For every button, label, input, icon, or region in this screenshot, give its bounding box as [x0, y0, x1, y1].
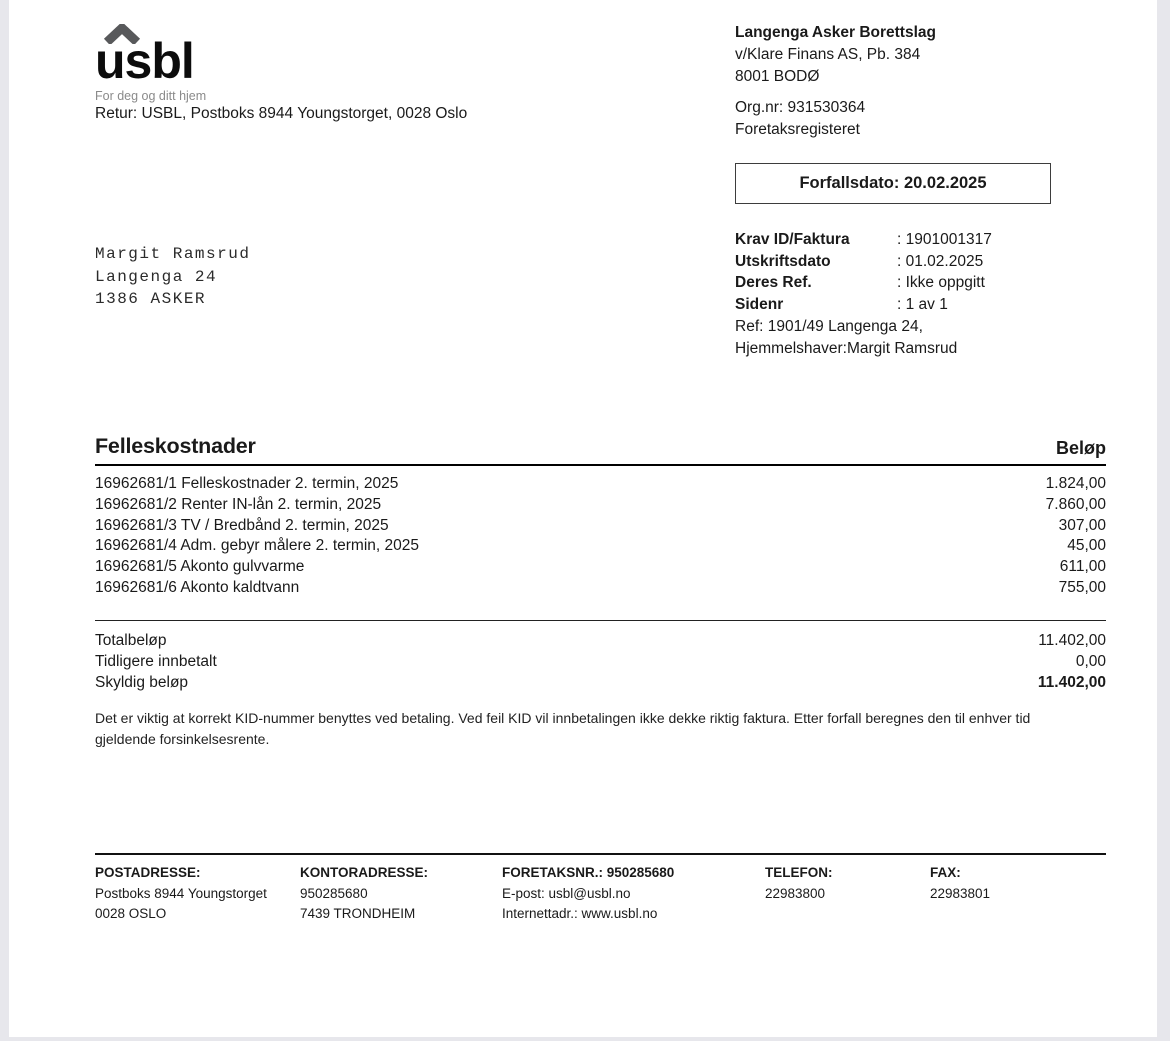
- charges-table: [95, 434, 1106, 693]
- footer-column-header: KONTORADRESSE:: [300, 865, 429, 880]
- charge-description: 16962681/4 Adm. gebyr målere 2. termin, 2025: [95, 537, 419, 555]
- charges-table-title: Felleskostnader: [95, 434, 256, 458]
- meta-label: Utskriftsdato: [735, 252, 831, 270]
- charge-description: 16962681/3 TV / Bredbånd 2. termin, 2025: [95, 516, 389, 534]
- total-row-previously-paid: [95, 651, 1106, 672]
- footer-column-header: FORETAKSNR.: 950285680: [502, 865, 675, 880]
- creditor-register: Foretaksregisteret: [735, 121, 860, 138]
- meta-label: Krav ID/Faktura: [735, 231, 850, 248]
- charge-amount: 45,00: [1067, 537, 1106, 555]
- usbl-roof-icon: [103, 24, 141, 44]
- charge-amount: 1.824,00: [1045, 475, 1106, 492]
- total-row-total: [95, 630, 1106, 651]
- recipient-street: Langenga 24: [95, 267, 218, 286]
- footer-postal-address: [95, 863, 267, 925]
- footer-fax: [930, 863, 990, 904]
- total-amount: 11.402,00: [1037, 673, 1106, 691]
- charge-description: 16962681/1 Felleskostnader 2. termin, 2025: [95, 475, 399, 492]
- footer-company-number: [502, 863, 674, 925]
- footer-line: Postboks 8944 Youngstorget: [95, 885, 267, 901]
- charge-row: [95, 516, 1106, 537]
- meta-value: : 1 av 1: [897, 296, 948, 314]
- meta-label: Sidenr: [735, 296, 784, 314]
- footer-email: E-post: usbl@usbl.no: [502, 885, 631, 901]
- creditor-line2: v/Klare Finans AS, Pb. 384: [735, 46, 921, 63]
- totals-rule: [95, 620, 1106, 621]
- footer-column-header: FAX:: [930, 865, 961, 880]
- meta-row-your-ref: [735, 272, 992, 294]
- usbl-logo-text: usbl: [95, 33, 194, 89]
- creditor-line3: 8001 BODØ: [735, 68, 820, 85]
- charge-description: 16962681/6 Akonto kaldtvann: [95, 578, 300, 596]
- creditor-name: Langenga Asker Borettslag: [735, 24, 936, 41]
- total-label: Tidligere innbetalt: [95, 652, 217, 670]
- meta-label: Deres Ref.: [735, 274, 812, 292]
- total-label: Skyldig beløp: [95, 673, 189, 691]
- letter-footer: [95, 853, 1106, 933]
- creditor-address-block: [735, 22, 936, 141]
- footer-website: Internettadr.: www.usbl.no: [502, 906, 658, 921]
- charge-description: 16962681/5 Akonto gulvvarme: [95, 558, 305, 576]
- charge-row: [95, 495, 1106, 516]
- meta-value: : Ikke oppgitt: [897, 274, 985, 292]
- recipient-city: 1386 ASKER: [95, 290, 207, 308]
- invoice-meta-block: [735, 229, 992, 359]
- footer-column-header: POSTADRESSE:: [95, 865, 201, 880]
- charge-row: [95, 536, 1106, 557]
- footer-column-header: TELEFON:: [765, 865, 833, 880]
- meta-owner-line: Hjemmelshaver:Margit Ramsrud: [735, 339, 958, 357]
- meta-value: : 01.02.2025: [897, 252, 984, 270]
- usbl-logo-tagline: For deg og ditt hjem: [95, 89, 207, 103]
- due-date-box: Forfallsdato: 20.02.2025: [735, 163, 1051, 204]
- footer-line: 22983801: [930, 885, 991, 901]
- meta-row-krav-id: [735, 229, 992, 251]
- invoice-page: [9, 0, 1157, 1037]
- footer-line: 950285680: [300, 885, 368, 901]
- total-amount: 11.402,00: [1038, 631, 1106, 649]
- footer-telephone: [765, 863, 833, 904]
- charge-amount: 307,00: [1058, 516, 1106, 534]
- kid-payment-notice: Det er viktig at korrekt KID-nummer benyttes ved betaling. Ved feil KID vil innbetalingen ikke dekke riktig faktura. Etter forfall beregnes den til enhver tid gjeldende forsinkelsesrente.: [95, 710, 1031, 747]
- charge-amount: 611,00: [1059, 558, 1106, 576]
- total-label: Totalbeløp: [95, 631, 167, 649]
- creditor-orgnr: Org.nr: 931530364: [735, 99, 866, 116]
- footer-line: 7439 TRONDHEIM: [300, 906, 416, 921]
- charge-row: [95, 578, 1106, 599]
- charge-amount: 755,00: [1058, 578, 1106, 596]
- meta-ref-line: Ref: 1901/49 Langenga 24,: [735, 317, 923, 335]
- charge-row: [95, 557, 1106, 578]
- footer-line: 22983800: [765, 885, 826, 901]
- footer-office-address: [300, 863, 428, 925]
- charge-row: [95, 474, 1106, 495]
- recipient-name: Margit Ramsrud: [95, 245, 251, 263]
- amount-column-header: Beløp: [1055, 438, 1106, 458]
- meta-row-print-date: [735, 251, 992, 273]
- charge-amount: 7.860,00: [1045, 495, 1106, 513]
- footer-line: 0028 OSLO: [95, 906, 167, 921]
- table-header-rule: [95, 464, 1106, 466]
- usbl-logo: [95, 20, 206, 103]
- return-address-line: Retur: USBL, Postboks 8944 Youngstorget, 0028 Oslo: [95, 105, 468, 122]
- meta-value: : 1901001317: [897, 231, 992, 248]
- meta-row-page-number: [735, 294, 992, 316]
- total-amount: 0,00: [1075, 652, 1106, 670]
- total-row-amount-due: [95, 672, 1106, 693]
- charge-description: 16962681/2 Renter IN-lån 2. termin, 2025: [95, 495, 382, 513]
- recipient-address-block: [95, 243, 250, 311]
